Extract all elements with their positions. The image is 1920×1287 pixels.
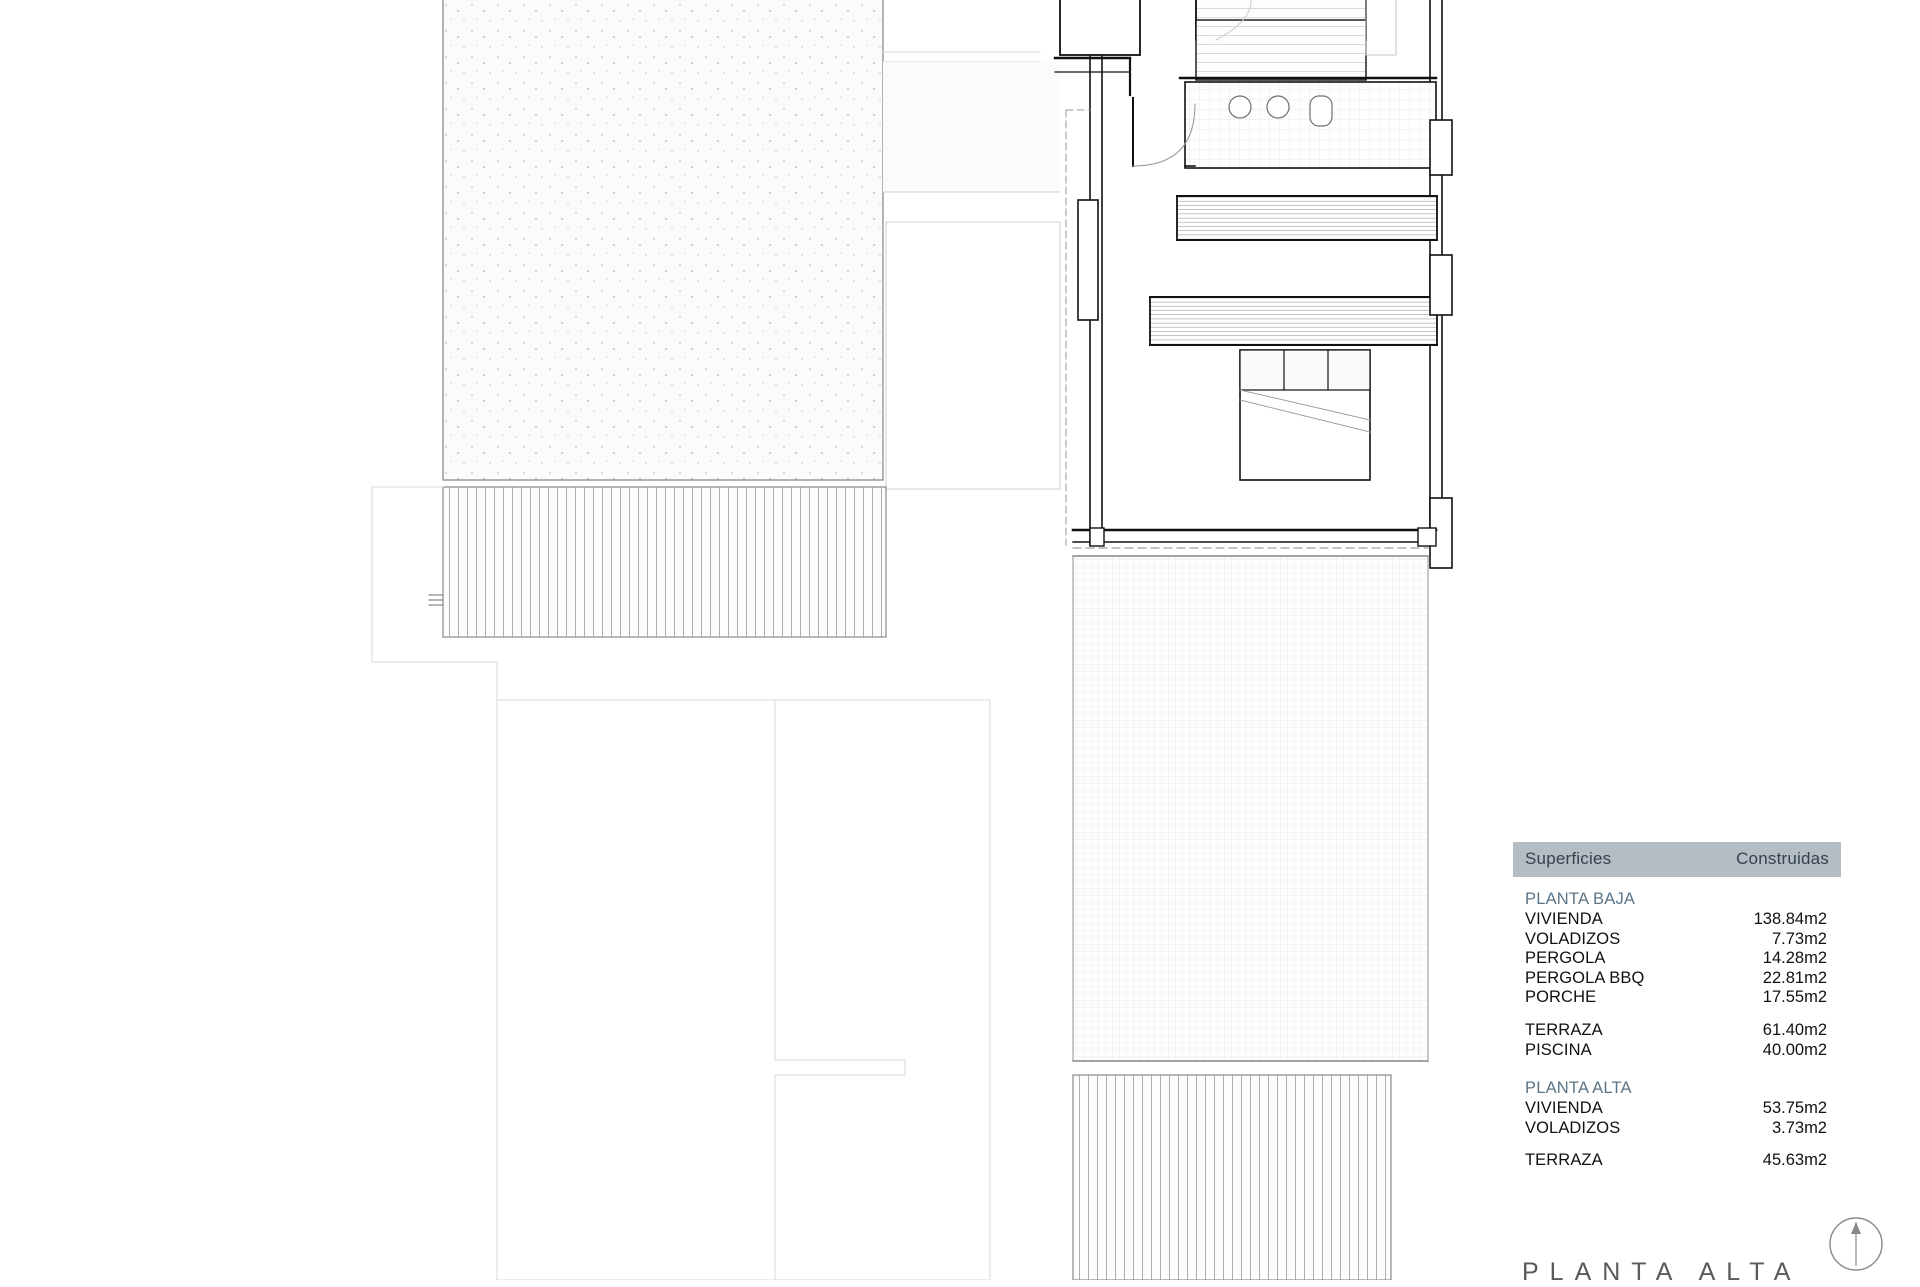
page-title: PLANTA ALTA <box>1522 1258 1802 1286</box>
row-value: 53.75m2 <box>1762 1099 1827 1118</box>
table-row <box>1513 1021 1841 1041</box>
group-title-planta-alta: PLANTA ALTA <box>1525 1079 1632 1098</box>
group-title-planta-baja: PLANTA BAJA <box>1525 890 1636 908</box>
row-label: VOLADIZOS <box>1525 1118 1621 1137</box>
table-row <box>1513 949 1841 969</box>
row-label: TERRAZA <box>1525 1020 1603 1039</box>
row-value: 14.28m2 <box>1762 949 1827 968</box>
table-row <box>1513 1041 1841 1061</box>
row-value: 45.63m2 <box>1762 1151 1827 1170</box>
row-value: 138.84m2 <box>1753 910 1827 928</box>
surfaces-col-label: Superficies <box>1525 849 1612 868</box>
row-label: PERGOLA <box>1525 949 1606 968</box>
row-label: VOLADIZOS <box>1525 929 1621 948</box>
row-label: TERRAZA <box>1525 1151 1603 1170</box>
row-label: PISCINA <box>1525 1040 1592 1059</box>
row-value: 61.40m2 <box>1762 1020 1827 1039</box>
constructed-col-label: Construidas <box>1736 849 1829 868</box>
table-row <box>1513 910 1841 930</box>
table-spacer <box>1513 1138 1841 1151</box>
north-arrow-icon <box>1828 1216 1884 1272</box>
table-row <box>1513 930 1841 950</box>
row-value: 17.55m2 <box>1762 988 1827 1007</box>
table-row <box>1513 1119 1841 1139</box>
table-row <box>1513 969 1841 989</box>
row-value: 40.00m2 <box>1762 1040 1827 1059</box>
table-row <box>1513 1151 1841 1171</box>
surfaces-table-header <box>1513 842 1841 877</box>
row-value: 22.81m2 <box>1762 968 1827 987</box>
row-label: VIVIENDA <box>1525 1099 1603 1118</box>
row-label: PERGOLA BBQ <box>1525 968 1645 987</box>
table-row <box>1513 988 1841 1008</box>
surfaces-table <box>1513 842 1841 1171</box>
row-label: PORCHE <box>1525 988 1597 1007</box>
row-value: 7.73m2 <box>1771 929 1827 948</box>
table-row <box>1513 1099 1841 1119</box>
row-label: VIVIENDA <box>1525 910 1603 928</box>
table-spacer <box>1513 1008 1841 1021</box>
table-spacer <box>1513 1060 1841 1066</box>
row-value: 3.73m2 <box>1771 1118 1827 1137</box>
